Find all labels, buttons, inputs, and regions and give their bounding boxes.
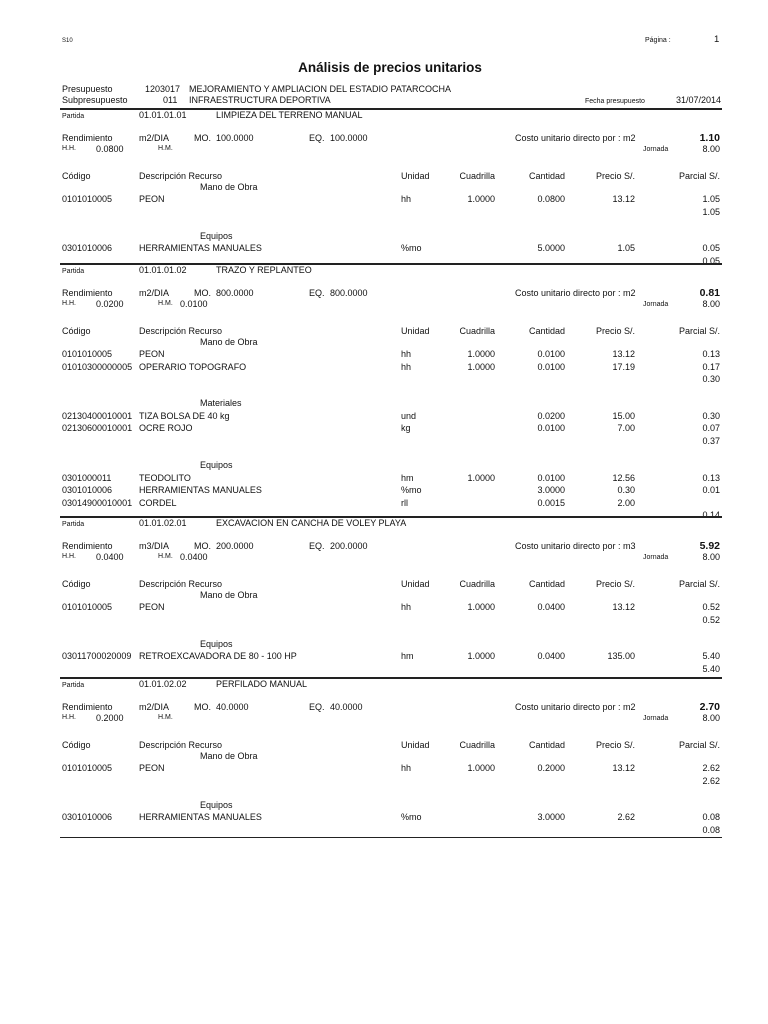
- column-header-precio: Precio S/.: [595, 740, 635, 750]
- resource-descripcion: PEON: [139, 349, 165, 359]
- resource-parcial: 0.05: [702, 243, 720, 254]
- resource-unidad: hm: [401, 472, 414, 483]
- resource-parcial: 0.01: [702, 485, 720, 496]
- costo-unitario-label: Costo unitario directo por : m2: [515, 702, 636, 712]
- partida-name: PERFILADO MANUAL: [216, 679, 308, 689]
- rendimiento-unit: m2/DIA: [139, 702, 170, 712]
- rendimiento-unit: m2/DIA: [139, 288, 170, 298]
- resource-descripcion: CORDEL: [139, 497, 177, 508]
- rendimiento-label: Rendimiento: [62, 702, 113, 712]
- resource-cantidad: 0.0100: [537, 472, 565, 483]
- column-header-parcial: Parcial S/.: [678, 171, 720, 181]
- jornada-label: Jornada: [643, 554, 669, 561]
- group-subtotal: 0.30: [702, 374, 720, 384]
- eq-value: 40.0000: [330, 702, 363, 712]
- eq-value: 100.0000: [330, 133, 368, 143]
- resource-parcial: 5.40: [702, 651, 720, 662]
- resource-parcial: 0.30: [702, 410, 720, 421]
- partida-code: 01.01.02.01: [139, 518, 187, 528]
- subpresupuesto-code: 011: [163, 95, 178, 105]
- resource-precio: 17.19: [612, 361, 635, 372]
- resource-codigo: 0301010006: [62, 812, 113, 823]
- mo-value: 40.0000: [216, 702, 249, 712]
- jornada-value: 8.00: [702, 713, 720, 723]
- resource-codigo: 03011700020009: [62, 651, 132, 662]
- hh-value: 0.0400: [96, 552, 124, 562]
- column-header-unidad: Unidad: [401, 740, 430, 750]
- column-header-cuadrilla: Cuadrilla: [459, 326, 495, 336]
- costo-unitario-label: Costo unitario directo por : m3: [515, 541, 636, 551]
- resource-cantidad: 0.0400: [537, 651, 565, 662]
- hh-value: 0.2000: [96, 713, 124, 723]
- hh-label: H.H.: [62, 714, 76, 721]
- rendimiento-label: Rendimiento: [62, 541, 113, 551]
- resource-cantidad: 3.0000: [537, 485, 565, 496]
- partida-name: LIMPIEZA DEL TERRENO MANUAL: [216, 110, 363, 120]
- resource-precio: 13.12: [612, 194, 635, 204]
- group-subtotal: 0.37: [702, 435, 720, 446]
- resource-group-title: Equipos: [200, 638, 233, 649]
- resource-unidad: hh: [401, 349, 412, 359]
- presupuesto-label: Presupuesto: [62, 84, 113, 94]
- resource-descripcion: OPERARIO TOPOGRAFO: [139, 361, 247, 372]
- resource-cantidad: 0.0100: [537, 361, 565, 372]
- mo-value: 100.0000: [216, 133, 254, 143]
- mo-label: MO.: [194, 702, 211, 712]
- resource-codigo: 0101010005: [62, 194, 113, 204]
- presupuesto-name: MEJORAMIENTO Y AMPLIACION DEL ESTADIO PATARCOCHA: [189, 84, 452, 94]
- resource-precio: 7.00: [617, 423, 635, 434]
- resource-precio: 13.12: [612, 602, 635, 612]
- resource-cuadrilla: 1.0000: [467, 602, 495, 612]
- resource-descripcion: HERRAMIENTAS MANUALES: [139, 485, 262, 496]
- resource-unidad: %mo: [401, 243, 422, 254]
- resource-group-title: Mano de Obra: [200, 181, 258, 192]
- resource-codigo: 03014900010001: [62, 497, 133, 508]
- column-header-descripcion: Descripción Recurso: [139, 326, 223, 336]
- hh-label: H.H.: [62, 553, 76, 560]
- resource-unidad: hh: [401, 361, 412, 372]
- partida-code: 01.01.02.02: [139, 679, 187, 689]
- rendimiento-label: Rendimiento: [62, 288, 113, 298]
- group-subtotal: 0.52: [702, 614, 720, 625]
- partida-code: 01.01.01.02: [139, 265, 187, 275]
- jornada-value: 8.00: [702, 552, 720, 562]
- resource-parcial: 0.08: [702, 812, 720, 823]
- resource-descripcion: OCRE ROJO: [139, 423, 193, 434]
- hm-label: H.M.: [158, 714, 173, 721]
- resource-group-title: Mano de Obra: [200, 336, 258, 347]
- resource-parcial: 0.17: [702, 361, 720, 372]
- costo-unitario-label: Costo unitario directo por : m2: [515, 288, 636, 298]
- resource-cantidad: 0.0800: [537, 194, 565, 204]
- jornada-label: Jornada: [643, 301, 669, 308]
- column-header-codigo: Código: [62, 579, 91, 589]
- eq-value: 200.0000: [330, 541, 368, 551]
- mo-value: 800.0000: [216, 288, 254, 298]
- resource-descripcion: HERRAMIENTAS MANUALES: [139, 812, 262, 823]
- column-header-cuadrilla: Cuadrilla: [459, 740, 495, 750]
- costo-unitario-value: 5.92: [699, 540, 720, 552]
- eq-label: EQ.: [309, 133, 325, 143]
- resource-descripcion: RETROEXCAVADORA DE 80 - 100 HP: [139, 651, 297, 662]
- resource-group-title: Mano de Obra: [200, 750, 258, 761]
- mo-label: MO.: [194, 288, 211, 298]
- resource-unidad: %mo: [401, 485, 422, 496]
- hh-value: 0.0200: [96, 299, 124, 309]
- resource-cantidad: 3.0000: [537, 812, 565, 823]
- resource-descripcion: PEON: [139, 194, 165, 204]
- fecha-value: 31/07/2014: [676, 95, 722, 105]
- resource-cuadrilla: 1.0000: [467, 651, 495, 662]
- resource-codigo: 01010300000005: [62, 361, 133, 372]
- column-header-descripcion: Descripción Recurso: [139, 740, 223, 750]
- column-header-unidad: Unidad: [401, 579, 430, 589]
- jornada-value: 8.00: [702, 144, 720, 154]
- column-header-cantidad: Cantidad: [528, 326, 565, 336]
- column-header-cantidad: Cantidad: [528, 579, 565, 589]
- column-header-descripcion: Descripción Recurso: [139, 579, 223, 589]
- resource-cantidad: 0.0400: [537, 602, 565, 612]
- page-label: Página :: [645, 37, 671, 44]
- presupuesto-code: 1203017: [145, 84, 181, 94]
- resource-cuadrilla: 1.0000: [467, 361, 495, 372]
- group-subtotal: 1.05: [702, 206, 720, 217]
- eq-label: EQ.: [309, 702, 325, 712]
- hm-label: H.M.: [158, 145, 173, 152]
- resource-precio: 1.05: [617, 243, 635, 254]
- resource-descripcion: TIZA BOLSA DE 40 kg: [139, 410, 230, 421]
- fecha-label: Fecha presupuesto: [585, 98, 645, 105]
- subpresupuesto-name: INFRAESTRUCTURA DEPORTIVA: [189, 95, 331, 105]
- column-header-precio: Precio S/.: [595, 326, 635, 336]
- partida-name: TRAZO Y REPLANTEO: [216, 265, 312, 275]
- resource-codigo: 0101010005: [62, 602, 113, 612]
- partida-code: 01.01.01.01: [139, 110, 187, 120]
- group-subtotal: 0.05: [702, 255, 720, 266]
- resource-precio: 13.12: [612, 763, 635, 773]
- jornada-label: Jornada: [643, 715, 669, 722]
- costo-unitario-value: 1.10: [699, 132, 720, 144]
- costo-unitario-label: Costo unitario directo por : m2: [515, 133, 636, 143]
- rendimiento-unit: m3/DIA: [139, 541, 170, 551]
- resource-parcial: 1.05: [702, 194, 720, 204]
- group-subtotal: 5.40: [702, 663, 720, 674]
- report-code: S10: [62, 38, 73, 44]
- resource-precio: 2.00: [617, 497, 635, 508]
- costo-unitario-value: 2.70: [699, 701, 720, 713]
- resource-codigo: 02130600010001: [62, 423, 133, 434]
- resource-precio: 2.62: [617, 812, 635, 823]
- resource-unidad: und: [401, 410, 417, 421]
- hm-value: 0.0400: [180, 552, 208, 562]
- resource-unidad: hh: [401, 194, 412, 204]
- resource-unidad: hm: [401, 651, 414, 662]
- mo-label: MO.: [194, 541, 211, 551]
- resource-group-title: Materiales: [200, 398, 242, 409]
- resource-unidad: %mo: [401, 812, 422, 823]
- resource-precio: 15.00: [612, 410, 635, 421]
- resource-cantidad: 5.0000: [537, 243, 565, 254]
- resource-codigo: 02130400010001: [62, 410, 133, 421]
- resource-cantidad: 0.0015: [537, 497, 565, 508]
- resource-parcial: 0.52: [702, 602, 720, 612]
- resource-unidad: kg: [401, 423, 411, 434]
- column-header-cantidad: Cantidad: [528, 740, 565, 750]
- resource-parcial: 0.13: [702, 349, 720, 359]
- resource-precio: 135.00: [607, 651, 635, 662]
- resource-group-title: Equipos: [200, 799, 233, 810]
- resource-group-title: Equipos: [200, 460, 233, 471]
- mo-value: 200.0000: [216, 541, 254, 551]
- resource-cuadrilla: 1.0000: [467, 763, 495, 773]
- resource-unidad: rll: [401, 497, 408, 508]
- resource-cuadrilla: 1.0000: [467, 194, 495, 204]
- partida-label: Partida: [62, 268, 85, 275]
- resource-cantidad: 0.0200: [537, 410, 565, 421]
- column-header-unidad: Unidad: [401, 171, 430, 181]
- column-header-precio: Precio S/.: [595, 579, 635, 589]
- resource-codigo: 0301000011: [62, 472, 112, 483]
- column-header-unidad: Unidad: [401, 326, 430, 336]
- column-header-codigo: Código: [62, 740, 91, 750]
- resource-cantidad: 0.0100: [537, 423, 565, 434]
- column-header-codigo: Código: [62, 171, 91, 181]
- jornada-value: 8.00: [702, 299, 720, 309]
- jornada-label: Jornada: [643, 146, 669, 153]
- column-header-parcial: Parcial S/.: [678, 740, 720, 750]
- group-subtotal: 2.62: [702, 775, 720, 786]
- hm-value: 0.0100: [180, 299, 208, 309]
- resource-descripcion: PEON: [139, 763, 165, 773]
- resource-cuadrilla: 1.0000: [467, 472, 495, 483]
- partida-label: Partida: [62, 682, 85, 689]
- resource-unidad: hh: [401, 602, 412, 612]
- column-header-descripcion: Descripción Recurso: [139, 171, 223, 181]
- partida-label: Partida: [62, 521, 85, 528]
- resource-descripcion: HERRAMIENTAS MANUALES: [139, 243, 262, 254]
- resource-unidad: hh: [401, 763, 412, 773]
- resource-precio: 13.12: [612, 349, 635, 359]
- eq-label: EQ.: [309, 541, 325, 551]
- resource-cantidad: 0.2000: [537, 763, 565, 773]
- column-header-cuadrilla: Cuadrilla: [459, 171, 495, 181]
- rendimiento-label: Rendimiento: [62, 133, 113, 143]
- hh-value: 0.0800: [96, 144, 124, 154]
- hm-label: H.M.: [158, 300, 173, 307]
- resource-codigo: 0101010005: [62, 349, 113, 359]
- resource-group-title: Equipos: [200, 230, 233, 241]
- column-header-parcial: Parcial S/.: [678, 579, 720, 589]
- eq-value: 800.0000: [330, 288, 368, 298]
- partida-label: Partida: [62, 113, 85, 120]
- column-header-codigo: Código: [62, 326, 91, 336]
- rendimiento-unit: m2/DIA: [139, 133, 170, 143]
- resource-group-title: Mano de Obra: [200, 589, 258, 600]
- resource-descripcion: PEON: [139, 602, 165, 612]
- hh-label: H.H.: [62, 300, 76, 307]
- hh-label: H.H.: [62, 145, 76, 152]
- partida-name: EXCAVACION EN CANCHA DE VOLEY PLAYA: [216, 518, 407, 528]
- group-subtotal: 0.08: [702, 824, 720, 835]
- column-header-precio: Precio S/.: [595, 171, 635, 181]
- column-header-cuadrilla: Cuadrilla: [459, 579, 495, 589]
- column-header-cantidad: Cantidad: [528, 171, 565, 181]
- resource-cuadrilla: 1.0000: [467, 349, 495, 359]
- resource-codigo: 0301010006: [62, 243, 113, 254]
- subpresupuesto-label: Subpresupuesto: [62, 95, 128, 105]
- resource-codigo: 0101010005: [62, 763, 113, 773]
- resource-precio: 0.30: [617, 485, 635, 496]
- resource-descripcion: TEODOLITO: [139, 472, 191, 483]
- page-number: 1: [714, 34, 720, 45]
- mo-label: MO.: [194, 133, 211, 143]
- page-bottom-rule: [60, 837, 722, 838]
- resource-cantidad: 0.0100: [537, 349, 565, 359]
- resource-parcial: 0.07: [702, 423, 720, 434]
- resource-precio: 12.56: [612, 472, 635, 483]
- group-subtotal: 0.14: [702, 510, 720, 521]
- resource-parcial: 0.13: [702, 472, 720, 483]
- costo-unitario-value: 0.81: [699, 287, 720, 299]
- resource-parcial: 2.62: [702, 763, 720, 773]
- eq-label: EQ.: [309, 288, 325, 298]
- resource-codigo: 0301010006: [62, 485, 113, 496]
- column-header-parcial: Parcial S/.: [678, 326, 720, 336]
- page-title: Análisis de precios unitarios: [298, 60, 482, 75]
- hm-label: H.M.: [158, 553, 173, 560]
